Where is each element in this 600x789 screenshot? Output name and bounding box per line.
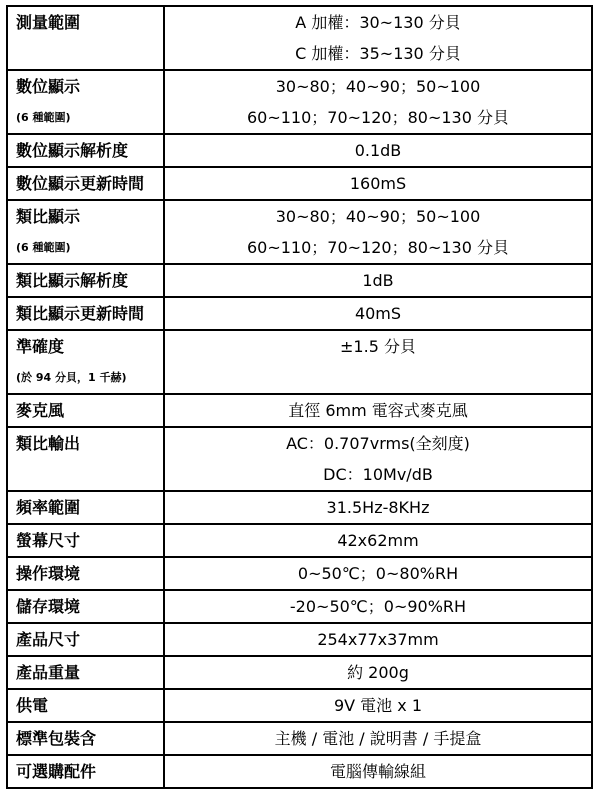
spec-label-cell <box>7 167 164 200</box>
spec-label: 數位顯示 <box>16 77 81 96</box>
spec-label: 可選購配件 <box>16 762 97 781</box>
spec-label-cell <box>7 394 164 427</box>
spec-label-note: (6 種範圍) <box>16 241 71 254</box>
spec-value: ±1.5 分貝 <box>340 337 416 356</box>
spec-row <box>7 200 592 264</box>
spec-value-cell <box>164 524 592 557</box>
spec-row <box>7 394 592 427</box>
spec-value: 40mS <box>354 304 402 323</box>
spec-label: 測量範圍 <box>16 13 81 32</box>
spec-value: 60~110；70~120；80~130 分貝 <box>246 238 509 257</box>
spec-label: 儲存環境 <box>16 597 81 616</box>
spec-value-cell <box>164 623 592 656</box>
spec-row <box>7 722 592 755</box>
spec-label: 準確度 <box>16 337 65 356</box>
spec-value: 254x77x37mm <box>317 630 439 649</box>
spec-label: 數位顯示更新時間 <box>16 174 145 193</box>
spec-value: 60~110；70~120；80~130 分貝 <box>246 108 509 127</box>
spec-label-cell <box>7 200 164 264</box>
spec-value-cell <box>164 557 592 590</box>
spec-value-cell <box>164 656 592 689</box>
spec-value: -20~50℃；0~90%RH <box>289 597 467 616</box>
spec-row <box>7 167 592 200</box>
spec-label-note: (6 種範圍) <box>16 111 71 124</box>
spec-label: 操作環境 <box>16 564 81 583</box>
spec-label: 供電 <box>16 696 49 715</box>
spec-value: 約 200g <box>347 663 409 682</box>
spec-label: 數位顯示解析度 <box>16 141 129 160</box>
spec-value <box>165 362 591 393</box>
spec-label-note <box>8 38 163 69</box>
spec-row <box>7 491 592 524</box>
spec-value: 0~50℃；0~80%RH <box>297 564 459 583</box>
spec-value: AC：0.707vrms(全刻度) <box>286 434 470 453</box>
spec-row <box>7 656 592 689</box>
spec-label-cell <box>7 722 164 755</box>
spec-value-cell <box>164 590 592 623</box>
spec-value: 主機 / 電池 / 說明書 / 手提盒 <box>274 729 482 748</box>
spec-label: 類比輸出 <box>16 434 81 453</box>
spec-value-cell <box>164 689 592 722</box>
spec-label: 麥克風 <box>16 401 65 420</box>
spec-table <box>6 5 593 789</box>
spec-row <box>7 689 592 722</box>
spec-value: 1dB <box>362 271 394 290</box>
spec-label-note <box>8 459 163 490</box>
spec-value-cell <box>164 394 592 427</box>
spec-label-cell <box>7 297 164 330</box>
spec-value-cell <box>164 722 592 755</box>
spec-value: 9V 電池 x 1 <box>333 696 423 715</box>
spec-label: 螢幕尺寸 <box>16 531 81 550</box>
spec-row <box>7 557 592 590</box>
spec-row <box>7 70 592 134</box>
spec-value-cell <box>164 134 592 167</box>
spec-label-cell <box>7 656 164 689</box>
spec-row <box>7 330 592 394</box>
spec-label-cell <box>7 264 164 297</box>
spec-row <box>7 6 592 70</box>
spec-value-cell <box>164 427 592 491</box>
spec-value-cell <box>164 70 592 134</box>
spec-value: 0.1dB <box>354 141 402 160</box>
spec-label: 產品重量 <box>16 663 81 682</box>
spec-label: 頻率範圍 <box>16 498 81 517</box>
spec-row <box>7 590 592 623</box>
spec-label-cell <box>7 6 164 70</box>
spec-value: 直徑 6mm 電容式麥克風 <box>288 401 468 420</box>
spec-label: 類比顯示更新時間 <box>16 304 145 323</box>
spec-label-cell <box>7 689 164 722</box>
spec-value: DC：10Mv/dB <box>323 465 433 484</box>
spec-label-cell <box>7 491 164 524</box>
spec-value-cell <box>164 330 592 394</box>
spec-value-cell <box>164 167 592 200</box>
spec-value: 42x62mm <box>337 531 419 550</box>
spec-value-cell <box>164 6 592 70</box>
spec-label-cell <box>7 755 164 788</box>
spec-value: C 加權：35~130 分貝 <box>295 44 461 63</box>
spec-row <box>7 623 592 656</box>
spec-label-cell <box>7 524 164 557</box>
spec-label-cell <box>7 623 164 656</box>
spec-label-cell <box>7 590 164 623</box>
spec-label: 類比顯示解析度 <box>16 271 129 290</box>
spec-value-cell <box>164 200 592 264</box>
spec-row <box>7 427 592 491</box>
spec-value-cell <box>164 297 592 330</box>
spec-label-cell <box>7 330 164 394</box>
spec-value: A 加權：30~130 分貝 <box>295 13 461 32</box>
spec-label-cell <box>7 557 164 590</box>
spec-value: 31.5Hz-8KHz <box>326 498 430 517</box>
spec-label-cell <box>7 134 164 167</box>
spec-row <box>7 297 592 330</box>
spec-row <box>7 134 592 167</box>
spec-row <box>7 524 592 557</box>
spec-label-cell <box>7 427 164 491</box>
spec-label-cell <box>7 70 164 134</box>
spec-label: 類比顯示 <box>16 207 81 226</box>
spec-value: 30~80；40~90；50~100 <box>275 77 481 96</box>
spec-value-cell <box>164 491 592 524</box>
spec-value-cell <box>164 755 592 788</box>
spec-row <box>7 264 592 297</box>
spec-value: 30~80；40~90；50~100 <box>275 207 481 226</box>
spec-table-body <box>7 6 592 788</box>
spec-label: 產品尺寸 <box>16 630 81 649</box>
spec-value: 電腦傳輸線組 <box>329 762 426 781</box>
spec-value-cell <box>164 264 592 297</box>
spec-row <box>7 755 592 788</box>
spec-label: 標準包裝含 <box>16 729 97 748</box>
spec-label-note: (於 94 分貝，1 千赫) <box>16 371 127 384</box>
spec-value: 160mS <box>349 174 407 193</box>
